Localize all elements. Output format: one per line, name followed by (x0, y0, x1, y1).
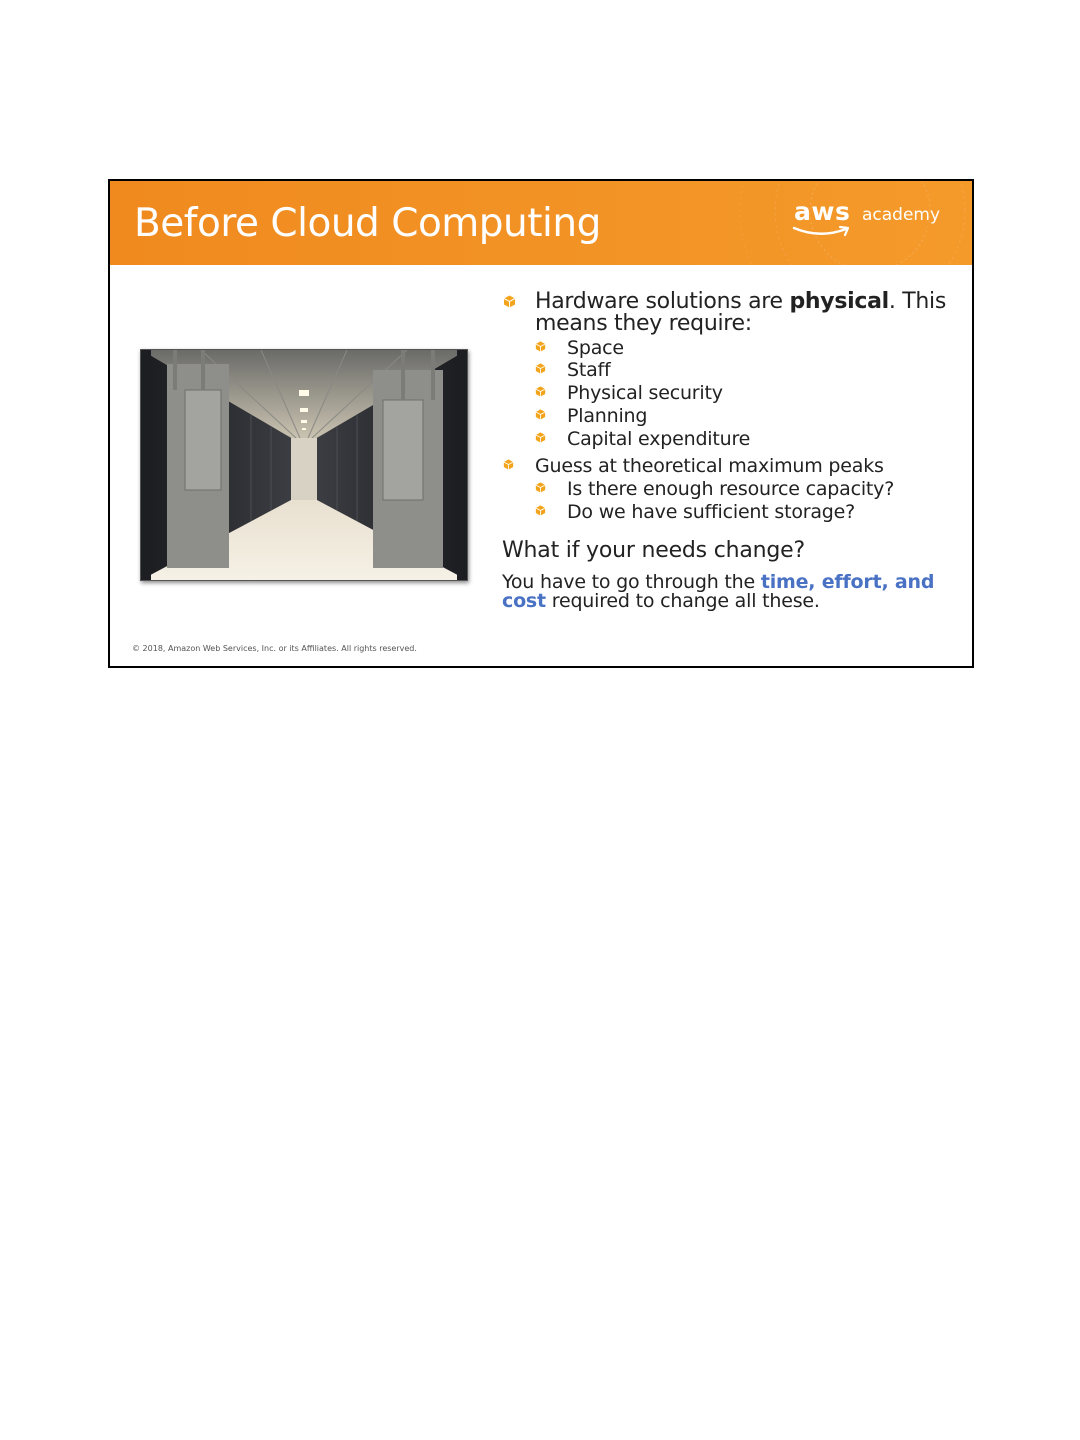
slide (108, 179, 974, 668)
aws-logo-text: aws (794, 197, 851, 226)
cube-bullet-icon (535, 409, 546, 420)
cube-bullet-icon (535, 363, 546, 374)
cube-bullet-icon (535, 432, 546, 443)
answer-line-1: You have to go through the time, effort, and (502, 571, 935, 593)
cube-bullet-icon (503, 295, 516, 308)
bullet-guess-peaks: Guess at theoretical maximum peaks (535, 455, 884, 477)
cube-bullet-icon (503, 459, 514, 470)
cube-bullet-icon (535, 505, 546, 516)
cube-bullet-icon (535, 482, 546, 493)
answer-line-2: cost required to change all these. (502, 590, 820, 612)
slide-content (110, 181, 972, 666)
sub-bullet-physical-security: Physical security (567, 382, 723, 404)
slide-title: Before Cloud Computing (134, 201, 601, 246)
sub-bullet-capital-expenditure: Capital expenditure (567, 428, 751, 450)
cube-bullet-icon (535, 341, 546, 352)
bullet-hardware-cont: means they require: (535, 311, 752, 336)
bullet-hardware: Hardware solutions are physical. This (535, 289, 947, 314)
sub-bullet-resource-capacity: Is there enough resource capacity? (567, 478, 895, 500)
sub-bullet-planning: Planning (567, 405, 648, 427)
sub-bullet-space: Space (567, 337, 624, 359)
sub-bullet-sufficient-storage: Do we have sufficient storage? (567, 501, 856, 523)
cube-bullet-icon (535, 386, 546, 397)
question-heading: What if your needs change? (502, 538, 805, 563)
copyright-footer: © 2018, Amazon Web Services, Inc. or its Affiliates. All rights reserved. (132, 644, 417, 653)
sub-bullet-staff: Staff (567, 359, 611, 381)
aws-logo-academy: academy (862, 205, 941, 225)
